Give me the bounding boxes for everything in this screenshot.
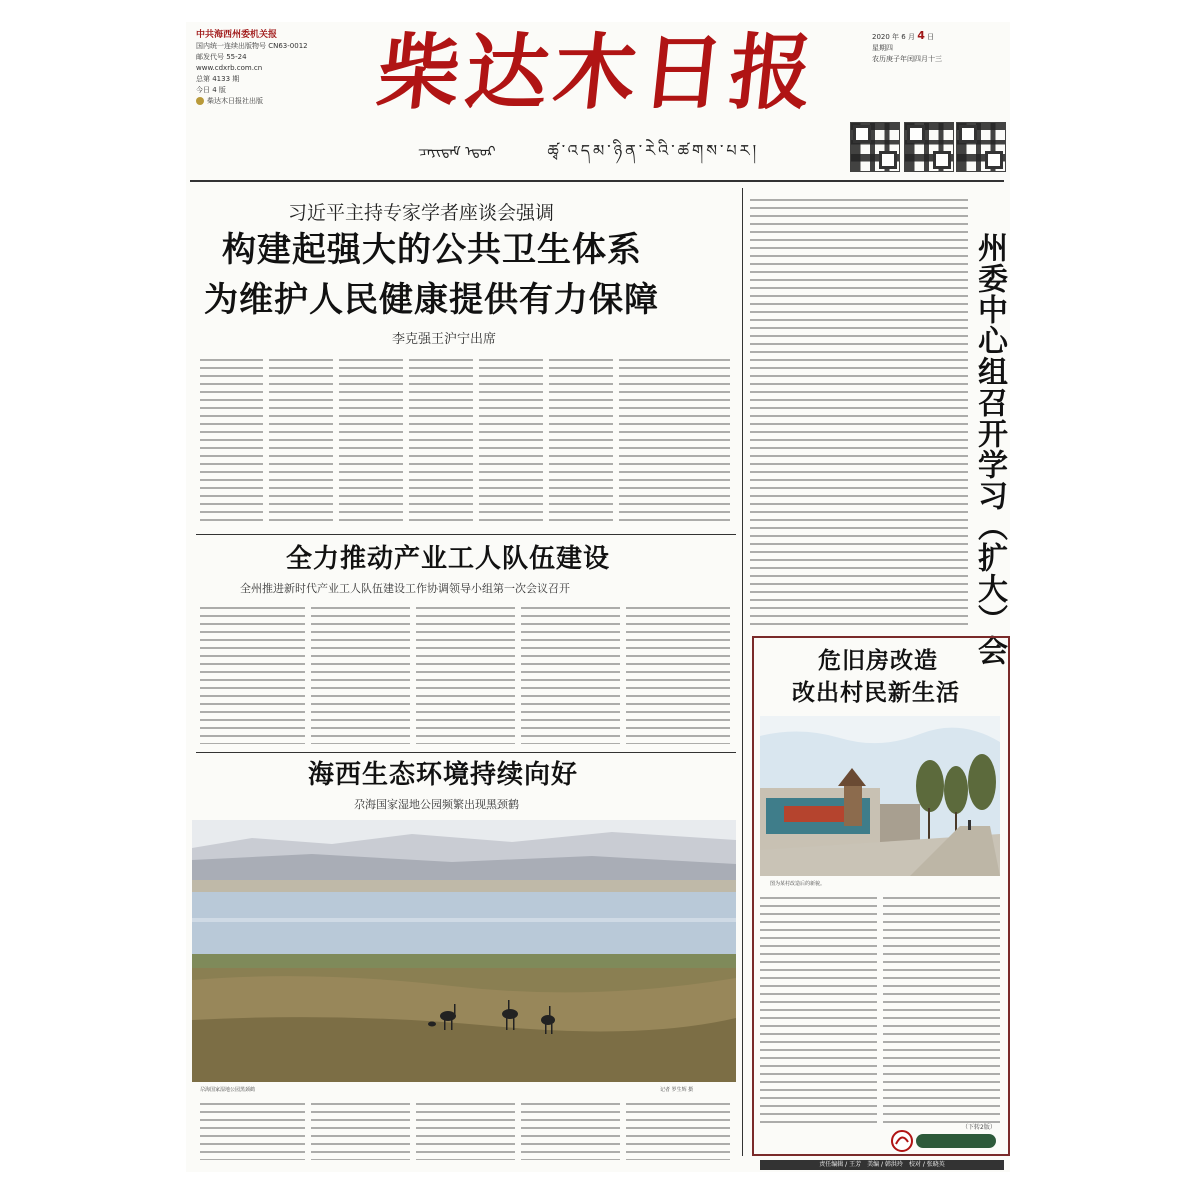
section-divider (196, 752, 736, 753)
masthead-rule (190, 180, 1004, 182)
meta-line: 柴达木日报社出版 (207, 97, 263, 105)
seal-icon (196, 97, 204, 105)
meta-line: 总第 4133 期 (196, 75, 240, 83)
right-story-body-text (750, 196, 968, 628)
page-footer: 责任编辑 / 王芳 美编 / 韩洪玲 校对 / 张晓英 (760, 1160, 1004, 1170)
meta-line: 邮发代号 55-24 (196, 53, 247, 61)
lead-headline-2: 为维护人民健康提供有力保障 (204, 280, 659, 320)
story2-subheadline: 全州推进新时代产业工人队伍建设工作协调领导小组第一次会议召开 (240, 582, 570, 595)
column-gutter (620, 1100, 626, 1160)
column-gutter (410, 1100, 416, 1160)
meta-line: 国内统一连续出版物号 CN63-0012 (196, 42, 308, 50)
column-gutter (263, 356, 269, 524)
column-gutter (613, 356, 619, 524)
column-gutter (515, 604, 521, 744)
story2-body-text (200, 604, 730, 744)
right-story-vertical-headline: 州委中心组召开学习（扩大）会 (972, 232, 1007, 666)
reporter-column-stamp-icon (888, 1130, 998, 1152)
lead-body-text (200, 356, 730, 524)
column-gutter (473, 356, 479, 524)
meta-line: www.cdxrb.com.cn (196, 64, 263, 72)
date-day: 4 (917, 29, 925, 42)
lunar-date: 农历庚子年闰四月十三 (872, 55, 942, 63)
feature-headline-1: 危旧房改造 (818, 647, 938, 674)
feature-headline-2: 改出村民新生活 (792, 679, 960, 706)
qr-code-icon (956, 122, 1006, 172)
story3-headline: 海西生态环境持续向好 (308, 760, 579, 790)
lead-headline-1: 构建起强大的公共卫生体系 (222, 230, 642, 270)
village-photo (760, 716, 1000, 876)
logo-subtitle (418, 134, 778, 164)
wetland-photo-graphic (192, 820, 736, 1082)
section-divider (196, 534, 736, 535)
lead-subheadline: 李克强王沪宁出席 (392, 332, 497, 347)
date-box (872, 30, 1002, 65)
meta-line-publisher (196, 96, 366, 107)
subtitle-tibetan: ཚྭ་འདམ་ཉིན་རེའི་ཚགས་པར། (547, 141, 760, 160)
continued-note: （下转2版） (962, 1124, 996, 1131)
story2-headline: 全力推动产业工人队伍建设 (286, 544, 611, 574)
meta-line: 今日 4 版 (196, 86, 226, 94)
date-line: 2020 年 6 月 4 日 (872, 29, 935, 42)
column-gutter (305, 604, 311, 744)
newspaper-logo: 柴达木日报 (372, 25, 824, 121)
weekday: 星期四 (872, 44, 893, 52)
qr-code-icon (850, 122, 900, 172)
masthead-meta (196, 30, 366, 107)
column-gutter (333, 356, 339, 524)
column-gutter (543, 356, 549, 524)
column-divider (742, 188, 743, 1156)
column-gutter (877, 894, 883, 1126)
lead-kicker: 习近平主持专家学者座谈会强调 (288, 202, 555, 224)
wetland-crane-photo (192, 820, 736, 1082)
column-gutter (410, 604, 416, 744)
subtitle-mongolian: ᠴᠠᠶᠢᠳᠠᠮ ᠡᠳᠦᠷ (418, 144, 496, 160)
qr-code-icon (904, 122, 954, 172)
photo-credit: 记者 罗生辉 摄 (660, 1087, 694, 1093)
story3-subheadline: 尕海国家湿地公园频繁出现黑颈鹤 (354, 798, 519, 811)
column-gutter (515, 1100, 521, 1160)
column-gutter (620, 604, 626, 744)
column-gutter (403, 356, 409, 524)
village-photo-graphic (760, 716, 1000, 876)
feature-photo-caption: 图为某村改造后的新貌。 (770, 881, 826, 887)
story3-body-text (200, 1100, 730, 1160)
publisher-label: 中共海西州委机关报 (196, 30, 278, 40)
column-gutter (305, 1100, 311, 1160)
photo-caption: 尕海国家湿地公园黑颈鹤 (200, 1087, 256, 1093)
